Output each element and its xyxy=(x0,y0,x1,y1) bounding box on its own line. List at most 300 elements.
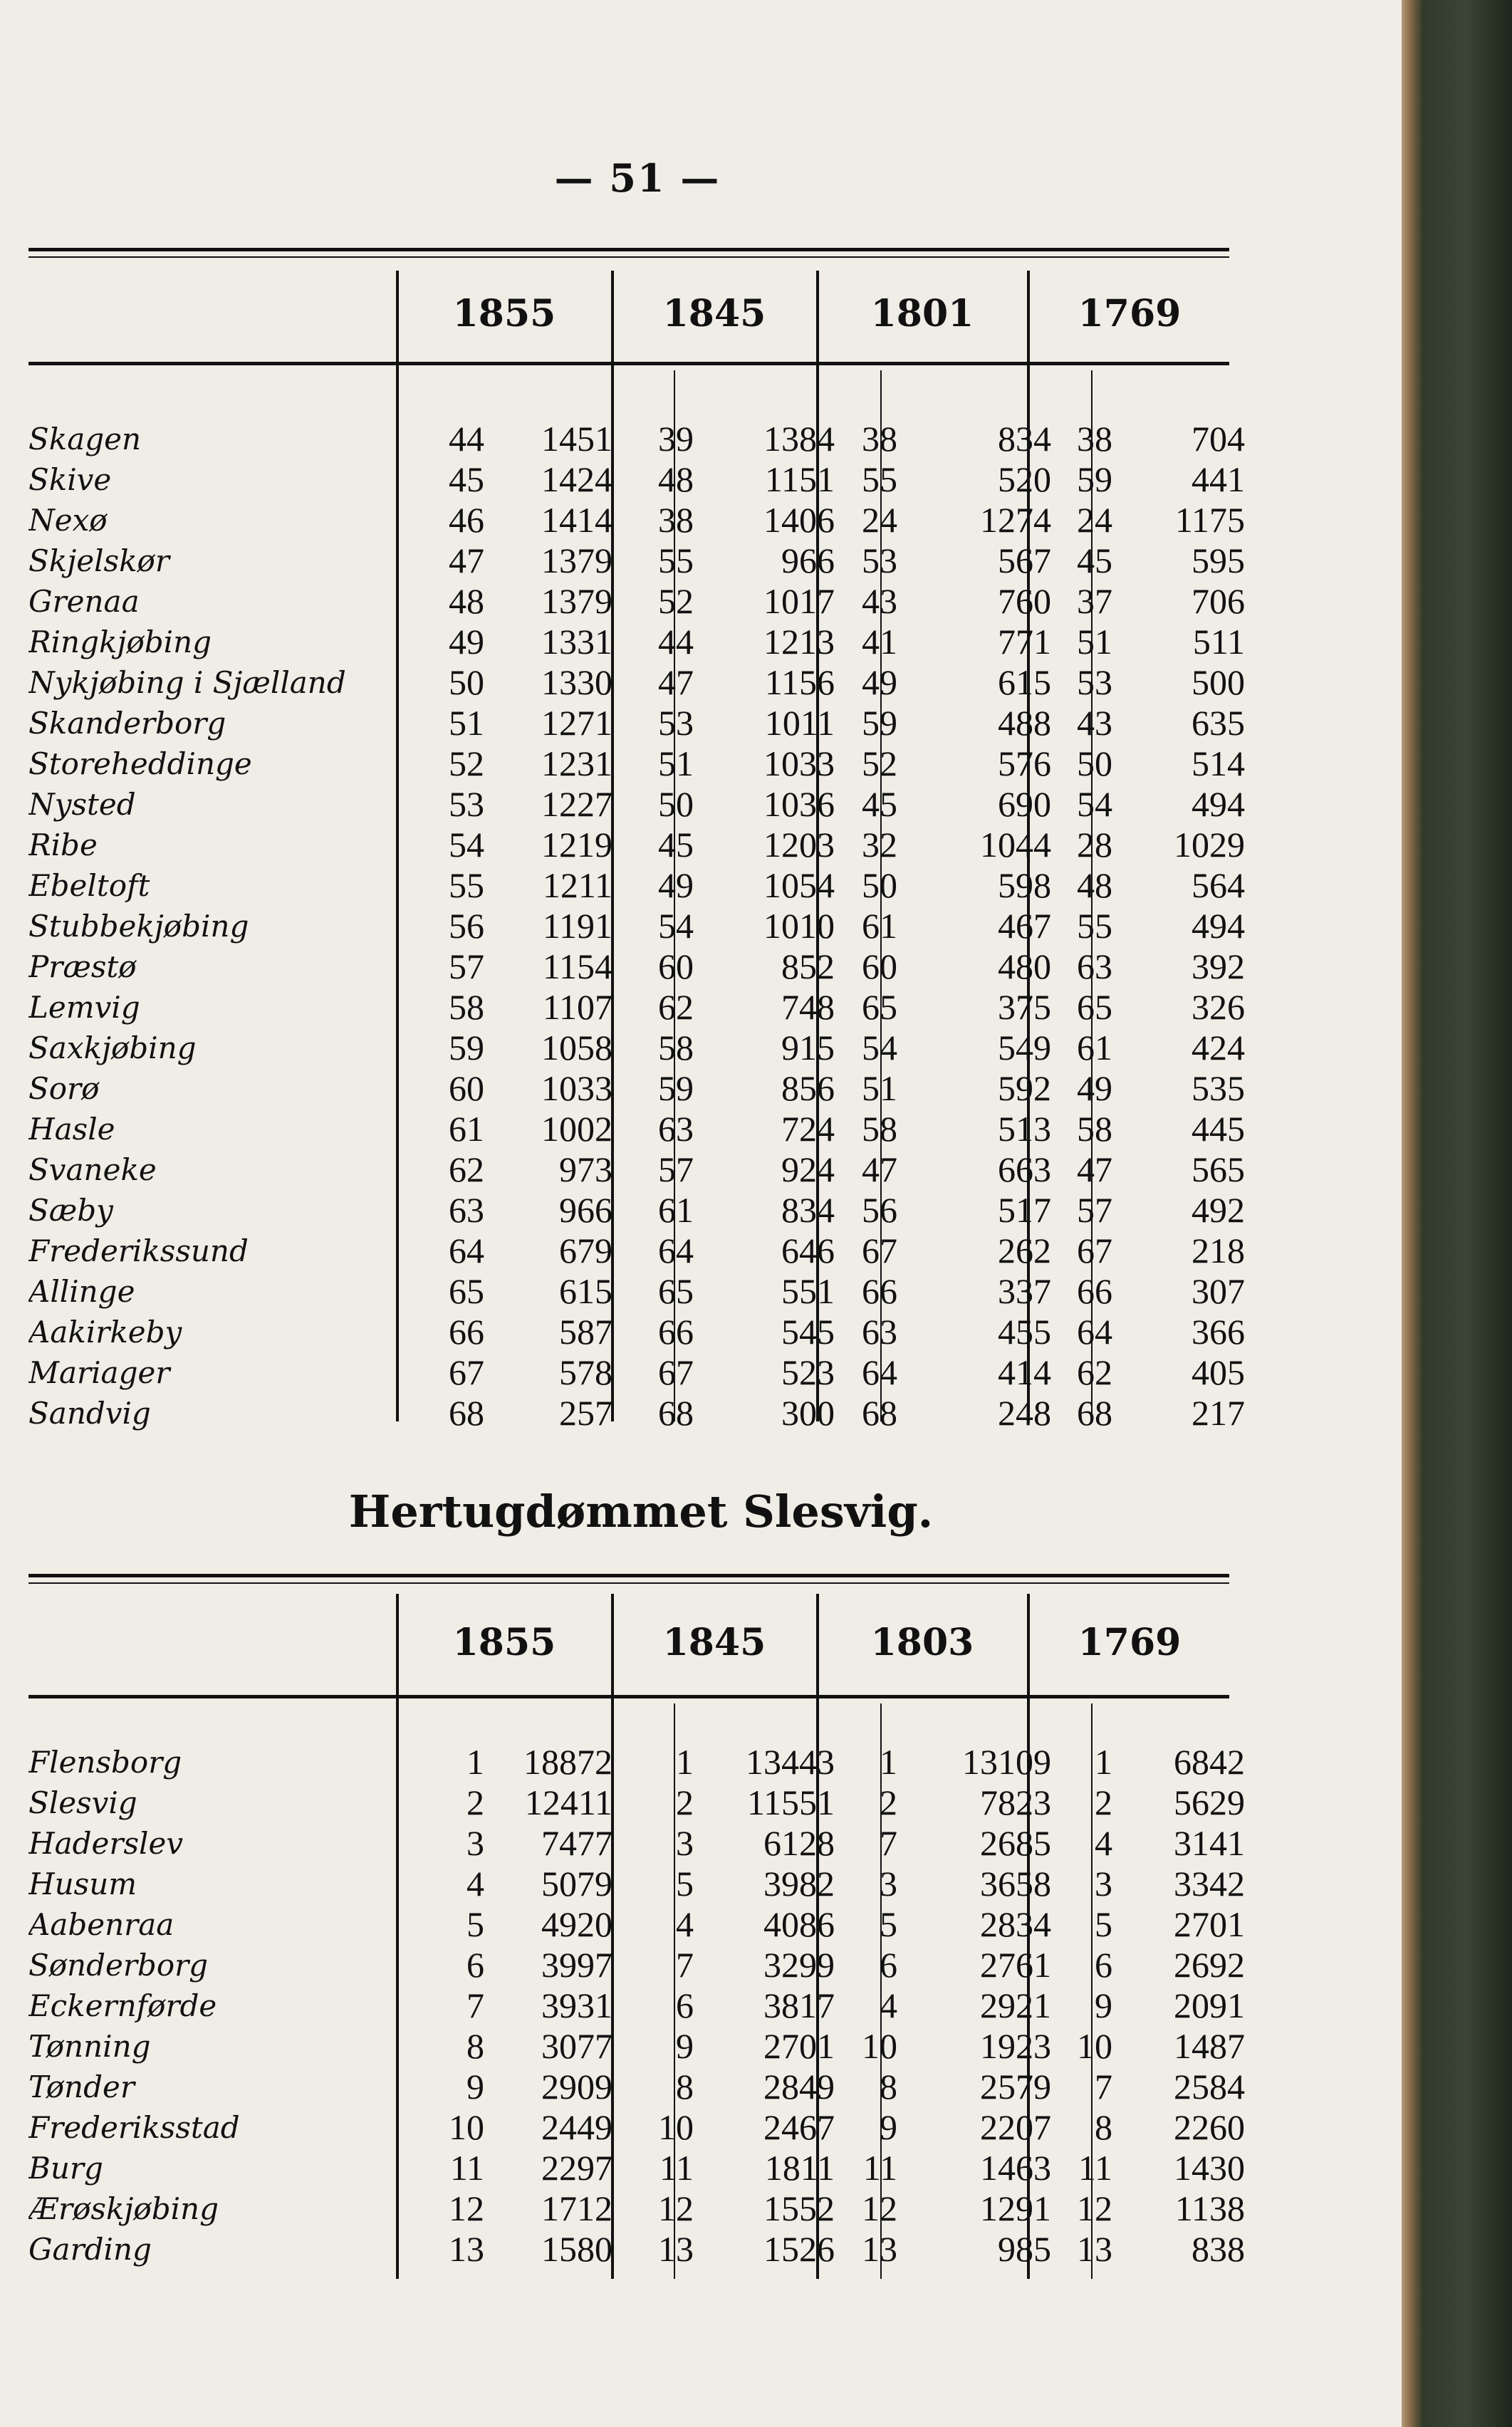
rank-3: 9 xyxy=(880,2107,897,2147)
population-2: 1213 xyxy=(763,622,835,662)
rank-3: 49 xyxy=(862,662,897,702)
table-row xyxy=(28,825,1245,865)
population-4: 564 xyxy=(1192,865,1245,905)
rank-4: 54 xyxy=(1077,784,1112,824)
population-3: 2921 xyxy=(980,1985,1051,2025)
town-name: Allinge xyxy=(28,1274,135,1309)
table-row xyxy=(28,2188,1245,2229)
population-2: 551 xyxy=(781,1271,835,1311)
population-1: 1107 xyxy=(542,987,612,1027)
population-4: 307 xyxy=(1192,1271,1245,1311)
population-4: 1175 xyxy=(1174,500,1245,540)
rank-2: 39 xyxy=(658,419,694,459)
table-row xyxy=(28,1783,1245,1823)
rank-4: 1 xyxy=(1095,1742,1112,1782)
rank-2: 7 xyxy=(676,1945,694,1985)
table2-year-header: 1769 xyxy=(1078,1621,1182,1664)
table2-header-rule xyxy=(28,1695,1229,1698)
population-4: 1138 xyxy=(1174,2188,1245,2228)
rank-3: 3 xyxy=(880,1864,897,1904)
rank-2: 52 xyxy=(658,581,694,621)
rank-4: 10 xyxy=(1077,2026,1112,2066)
table2-year-header: 1855 xyxy=(452,1621,556,1664)
rank-1: 59 xyxy=(449,1028,484,1068)
population-2: 11551 xyxy=(746,1783,835,1822)
rank-1: 12 xyxy=(449,2188,484,2228)
rank-2: 3 xyxy=(676,1823,694,1863)
rank-4: 38 xyxy=(1077,419,1112,459)
rank-1: 56 xyxy=(449,906,484,946)
rank-4: 13 xyxy=(1077,2229,1112,2269)
population-1: 7477 xyxy=(541,1823,612,1863)
population-2: 1811 xyxy=(764,2148,835,2188)
rank-3: 4 xyxy=(880,1985,897,2025)
town-name: Stubbekjøbing xyxy=(28,909,249,944)
population-1: 3077 xyxy=(541,2026,612,2066)
population-1: 615 xyxy=(559,1271,612,1311)
table1-top-rule-thin xyxy=(28,256,1229,258)
population-4: 2692 xyxy=(1174,1945,1245,1985)
population-1: 587 xyxy=(559,1312,612,1352)
population-2: 545 xyxy=(781,1312,835,1352)
table-row xyxy=(28,662,1245,703)
rank-2: 64 xyxy=(658,1231,694,1270)
table2-year-header: 1803 xyxy=(870,1621,974,1664)
population-1: 3931 xyxy=(541,1985,612,2025)
table-row xyxy=(28,946,1245,987)
town-name: Grenaa xyxy=(28,584,140,619)
rank-2: 38 xyxy=(658,500,694,540)
rank-1: 55 xyxy=(449,865,484,905)
rank-1: 5 xyxy=(466,1904,484,1944)
table-row xyxy=(28,987,1245,1028)
population-3: 2207 xyxy=(980,2107,1051,2147)
population-2: 2701 xyxy=(763,2026,835,2066)
town-name: Slesvig xyxy=(28,1785,137,1820)
table-row xyxy=(28,1028,1245,1068)
rank-4: 58 xyxy=(1077,1109,1112,1149)
rank-2: 13 xyxy=(658,2229,694,2269)
rank-4: 68 xyxy=(1077,1393,1112,1433)
rank-3: 67 xyxy=(862,1231,897,1270)
rank-4: 12 xyxy=(1077,2188,1112,2228)
rank-3: 13 xyxy=(862,2229,897,2269)
rank-4: 4 xyxy=(1095,1823,1112,1863)
population-2: 834 xyxy=(781,1190,835,1230)
rank-1: 6 xyxy=(466,1945,484,1985)
population-3: 985 xyxy=(998,2229,1051,2269)
rank-1: 11 xyxy=(449,2148,484,2188)
rank-1: 50 xyxy=(449,662,484,702)
population-2: 646 xyxy=(781,1231,835,1270)
rank-3: 45 xyxy=(862,784,897,824)
population-2: 3817 xyxy=(763,1985,835,2025)
rank-2: 48 xyxy=(658,459,694,499)
town-name: Burg xyxy=(28,2151,103,2186)
population-3: 1463 xyxy=(980,2148,1051,2188)
rank-4: 3 xyxy=(1095,1864,1112,1904)
table1-year-header: 1801 xyxy=(870,292,974,335)
rank-3: 6 xyxy=(880,1945,897,1985)
population-4: 565 xyxy=(1192,1149,1245,1189)
population-1: 1712 xyxy=(541,2188,612,2228)
rank-3: 68 xyxy=(862,1393,897,1433)
rank-3: 38 xyxy=(862,419,897,459)
rank-3: 8 xyxy=(880,2067,897,2107)
town-name: Eckernførde xyxy=(28,1988,217,2023)
population-4: 494 xyxy=(1192,906,1245,946)
town-name: Hasle xyxy=(28,1112,115,1147)
rank-2: 49 xyxy=(658,865,694,905)
population-2: 1054 xyxy=(763,865,835,905)
table-row xyxy=(28,2229,1245,2270)
town-name: Svaneke xyxy=(28,1152,157,1187)
town-name: Ærøskjøbing xyxy=(28,2191,219,2226)
rank-4: 62 xyxy=(1077,1352,1112,1392)
population-3: 488 xyxy=(998,703,1051,743)
table2-top-rule xyxy=(28,1574,1229,1577)
population-4: 2260 xyxy=(1174,2107,1245,2147)
town-name: Sæby xyxy=(28,1193,113,1228)
rank-2: 4 xyxy=(676,1904,694,1944)
population-3: 7823 xyxy=(980,1783,1051,1822)
rank-3: 51 xyxy=(862,1068,897,1108)
town-name: Tønning xyxy=(28,2029,151,2064)
population-1: 1231 xyxy=(541,743,612,783)
table1-year-header: 1769 xyxy=(1078,292,1182,335)
rank-1: 52 xyxy=(449,743,484,783)
town-name: Tønder xyxy=(28,2070,135,2104)
town-name: Frederiksstad xyxy=(28,2110,240,2145)
population-1: 1331 xyxy=(541,622,612,662)
rank-4: 6 xyxy=(1095,1945,1112,1985)
book-binding xyxy=(1402,0,1512,2427)
town-name: Flensborg xyxy=(28,1745,182,1780)
population-1: 1379 xyxy=(541,581,612,621)
population-4: 3141 xyxy=(1174,1823,1245,1863)
population-4: 838 xyxy=(1192,2229,1245,2269)
population-2: 1526 xyxy=(763,2229,835,2269)
rank-3: 58 xyxy=(862,1109,897,1149)
population-4: 3342 xyxy=(1174,1864,1245,1904)
population-3: 520 xyxy=(998,459,1051,499)
population-1: 2909 xyxy=(541,2067,612,2107)
town-name: Skagen xyxy=(28,422,142,456)
population-3: 375 xyxy=(998,987,1051,1027)
rank-1: 64 xyxy=(449,1231,484,1270)
population-1: 18872 xyxy=(523,1742,612,1782)
table-row xyxy=(28,1985,1245,2026)
population-3: 2761 xyxy=(980,1945,1051,1985)
rank-4: 55 xyxy=(1077,906,1112,946)
table2-year-header: 1845 xyxy=(662,1621,766,1664)
table-row xyxy=(28,622,1245,662)
table-row xyxy=(28,906,1245,946)
population-1: 1424 xyxy=(541,459,612,499)
rank-3: 1 xyxy=(880,1742,897,1782)
rank-4: 43 xyxy=(1077,703,1112,743)
rank-4: 37 xyxy=(1077,581,1112,621)
population-4: 441 xyxy=(1192,459,1245,499)
population-1: 12411 xyxy=(524,1783,612,1822)
rank-4: 7 xyxy=(1095,2067,1112,2107)
rank-3: 2 xyxy=(880,1783,897,1822)
population-4: 492 xyxy=(1192,1190,1245,1230)
rank-4: 50 xyxy=(1077,743,1112,783)
population-3: 1923 xyxy=(980,2026,1051,2066)
population-2: 3299 xyxy=(763,1945,835,1985)
population-1: 1271 xyxy=(541,703,612,743)
rank-4: 24 xyxy=(1077,500,1112,540)
population-4: 218 xyxy=(1192,1231,1245,1270)
rank-1: 51 xyxy=(449,703,484,743)
table-row xyxy=(28,1393,1245,1434)
rank-1: 7 xyxy=(466,1985,484,2025)
population-3: 1044 xyxy=(980,825,1051,865)
population-4: 2091 xyxy=(1174,1985,1245,2025)
rank-4: 59 xyxy=(1077,459,1112,499)
population-2: 1010 xyxy=(763,906,835,946)
population-1: 1414 xyxy=(541,500,612,540)
population-1: 3997 xyxy=(541,1945,612,1985)
town-name: Haderslev xyxy=(28,1826,184,1861)
rank-2: 54 xyxy=(658,906,694,946)
rank-1: 61 xyxy=(449,1109,484,1149)
population-4: 1029 xyxy=(1174,825,1245,865)
town-name: Lemvig xyxy=(28,990,140,1025)
table1-header-rule xyxy=(28,362,1229,365)
table-row xyxy=(28,1068,1245,1109)
rank-1: 67 xyxy=(449,1352,484,1392)
population-4: 1487 xyxy=(1174,2026,1245,2066)
rank-2: 67 xyxy=(658,1352,694,1392)
population-1: 973 xyxy=(559,1149,612,1189)
table-row xyxy=(28,459,1245,500)
population-2: 1156 xyxy=(764,662,835,702)
town-name: Aabenraa xyxy=(28,1907,174,1942)
rank-3: 59 xyxy=(862,703,897,743)
rank-2: 12 xyxy=(658,2188,694,2228)
population-3: 414 xyxy=(998,1352,1051,1392)
population-1: 1330 xyxy=(541,662,612,702)
table-row xyxy=(28,2107,1245,2148)
rank-1: 10 xyxy=(449,2107,484,2147)
population-4: 500 xyxy=(1192,662,1245,702)
population-2: 852 xyxy=(781,946,835,986)
rank-1: 48 xyxy=(449,581,484,621)
rank-1: 57 xyxy=(449,946,484,986)
table-row xyxy=(28,784,1245,825)
rank-1: 47 xyxy=(449,541,484,580)
population-1: 1191 xyxy=(542,906,612,946)
table-row xyxy=(28,1312,1245,1352)
rank-2: 5 xyxy=(676,1864,694,1904)
population-2: 724 xyxy=(781,1109,835,1149)
town-name: Husum xyxy=(28,1867,137,1901)
rank-2: 59 xyxy=(658,1068,694,1108)
rank-2: 66 xyxy=(658,1312,694,1352)
rank-4: 51 xyxy=(1077,622,1112,662)
population-1: 2297 xyxy=(541,2148,612,2188)
population-4: 5629 xyxy=(1174,1783,1245,1822)
rank-3: 41 xyxy=(862,622,897,662)
population-1: 2449 xyxy=(541,2107,612,2147)
population-4: 706 xyxy=(1192,581,1245,621)
rank-4: 64 xyxy=(1077,1312,1112,1352)
table-row xyxy=(28,1149,1245,1190)
rank-1: 53 xyxy=(449,784,484,824)
table-row xyxy=(28,1190,1245,1231)
table2-top-rule-thin xyxy=(28,1582,1229,1584)
rank-4: 5 xyxy=(1095,1904,1112,1944)
town-name: Skanderborg xyxy=(28,706,226,741)
table-row xyxy=(28,2148,1245,2188)
table-row xyxy=(28,1904,1245,1945)
population-3: 262 xyxy=(998,1231,1051,1270)
rank-1: 54 xyxy=(449,825,484,865)
population-1: 1451 xyxy=(541,419,612,459)
rank-2: 2 xyxy=(676,1783,694,1822)
population-1: 1211 xyxy=(542,865,612,905)
rank-1: 1 xyxy=(466,1742,484,1782)
population-2: 1552 xyxy=(763,2188,835,2228)
town-name: Saxkjøbing xyxy=(28,1030,197,1065)
population-1: 1002 xyxy=(541,1109,612,1149)
population-2: 2467 xyxy=(763,2107,835,2147)
population-4: 405 xyxy=(1192,1352,1245,1392)
rank-2: 11 xyxy=(659,2148,694,2188)
rank-2: 55 xyxy=(658,541,694,580)
town-name: Ribe xyxy=(28,828,98,862)
rank-2: 1 xyxy=(676,1742,694,1782)
rank-4: 48 xyxy=(1077,865,1112,905)
table-row xyxy=(28,2067,1245,2107)
rank-3: 50 xyxy=(862,865,897,905)
rank-2: 68 xyxy=(658,1393,694,1433)
table-row xyxy=(28,581,1245,622)
rank-3: 66 xyxy=(862,1271,897,1311)
town-name: Frederikssund xyxy=(28,1233,249,1268)
rank-1: 44 xyxy=(449,419,484,459)
rank-2: 63 xyxy=(658,1109,694,1149)
population-1: 1154 xyxy=(542,946,612,986)
population-4: 635 xyxy=(1192,703,1245,743)
population-3: 467 xyxy=(998,906,1051,946)
table-row xyxy=(28,2026,1245,2067)
population-4: 326 xyxy=(1192,987,1245,1027)
table-row xyxy=(28,1742,1245,1783)
table-row xyxy=(28,703,1245,743)
rank-3: 64 xyxy=(862,1352,897,1392)
population-3: 455 xyxy=(998,1312,1051,1352)
population-2: 1203 xyxy=(763,825,835,865)
table1-year-header: 1845 xyxy=(662,292,766,335)
population-1: 966 xyxy=(559,1190,612,1230)
population-1: 1379 xyxy=(541,541,612,580)
town-name: Mariager xyxy=(28,1355,170,1390)
population-4: 217 xyxy=(1192,1393,1245,1433)
population-1: 257 xyxy=(559,1393,612,1433)
rank-2: 47 xyxy=(658,662,694,702)
rank-1: 8 xyxy=(466,2026,484,2066)
rank-3: 7 xyxy=(880,1823,897,1863)
rank-1: 68 xyxy=(449,1393,484,1433)
population-3: 513 xyxy=(998,1109,1051,1149)
population-2: 13443 xyxy=(746,1742,835,1782)
population-2: 1151 xyxy=(764,459,835,499)
population-3: 615 xyxy=(998,662,1051,702)
rank-1: 62 xyxy=(449,1149,484,1189)
rank-2: 44 xyxy=(658,622,694,662)
population-1: 1227 xyxy=(541,784,612,824)
population-2: 748 xyxy=(781,987,835,1027)
population-4: 2584 xyxy=(1174,2067,1245,2107)
rank-2: 62 xyxy=(658,987,694,1027)
population-3: 248 xyxy=(998,1393,1051,1433)
rank-3: 52 xyxy=(862,743,897,783)
population-2: 966 xyxy=(781,541,835,580)
population-4: 511 xyxy=(1192,622,1245,662)
town-name: Sandvig xyxy=(28,1396,151,1431)
population-2: 1384 xyxy=(763,419,835,459)
population-4: 366 xyxy=(1192,1312,1245,1352)
town-name: Garding xyxy=(28,2232,152,2267)
population-2: 2849 xyxy=(763,2067,835,2107)
population-4: 595 xyxy=(1192,541,1245,580)
rank-2: 8 xyxy=(676,2067,694,2107)
population-4: 2701 xyxy=(1174,1904,1245,1944)
table-row xyxy=(28,1945,1245,1985)
rank-1: 4 xyxy=(466,1864,484,1904)
town-name: Ebeltoft xyxy=(28,868,150,903)
rank-2: 9 xyxy=(676,2026,694,2066)
page-number: — 51 — xyxy=(554,155,721,201)
table-row xyxy=(28,865,1245,906)
rank-2: 45 xyxy=(658,825,694,865)
rank-2: 58 xyxy=(658,1028,694,1068)
section-title: Hertugdømmet Slesvig. xyxy=(348,1486,934,1538)
population-3: 480 xyxy=(998,946,1051,986)
table-row xyxy=(28,541,1245,581)
population-2: 6128 xyxy=(763,1823,835,1863)
population-3: 834 xyxy=(998,419,1051,459)
rank-1: 66 xyxy=(449,1312,484,1352)
population-3: 760 xyxy=(998,581,1051,621)
table-row xyxy=(28,500,1245,541)
rank-3: 12 xyxy=(862,2188,897,2228)
rank-4: 2 xyxy=(1095,1783,1112,1822)
population-3: 598 xyxy=(998,865,1051,905)
table1-year-header: 1855 xyxy=(452,292,556,335)
rank-4: 47 xyxy=(1077,1149,1112,1189)
rank-4: 63 xyxy=(1077,946,1112,986)
rank-4: 61 xyxy=(1077,1028,1112,1068)
population-3: 690 xyxy=(998,784,1051,824)
rank-3: 55 xyxy=(862,459,897,499)
rank-1: 60 xyxy=(449,1068,484,1108)
rank-1: 58 xyxy=(449,987,484,1027)
town-name: Skjelskør xyxy=(28,543,170,578)
rank-3: 24 xyxy=(862,500,897,540)
population-4: 424 xyxy=(1192,1028,1245,1068)
population-3: 2685 xyxy=(980,1823,1051,1863)
table-row xyxy=(28,1271,1245,1312)
town-name: Sønderborg xyxy=(28,1948,209,1983)
town-name: Sorø xyxy=(28,1071,100,1106)
rank-3: 63 xyxy=(862,1312,897,1352)
rank-1: 46 xyxy=(449,500,484,540)
rank-2: 61 xyxy=(658,1190,694,1230)
